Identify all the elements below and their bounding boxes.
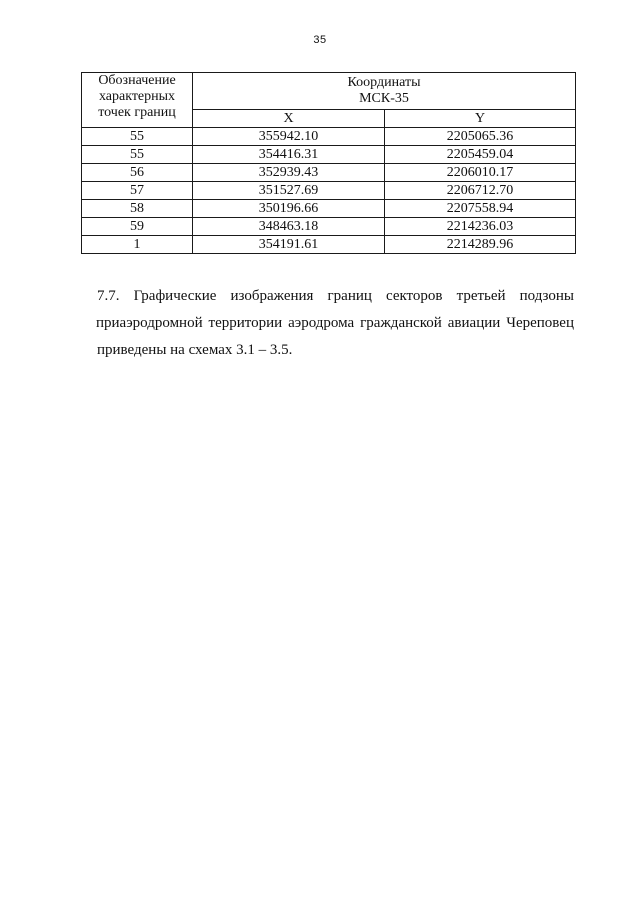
header-axis-x: X — [193, 110, 385, 128]
cell-x: 352939.43 — [193, 164, 385, 182]
cell-point: 55 — [82, 128, 193, 146]
paragraph-line-1: 7.7. Графические изображения границ секторов третьей подзоны — [97, 288, 574, 304]
coordinates-table — [81, 72, 576, 254]
body-paragraph — [97, 283, 574, 364]
cell-point: 58 — [82, 200, 193, 218]
cell-x: 355942.10 — [193, 128, 385, 146]
cell-y: 2205065.36 — [385, 128, 576, 146]
page-number: 35 — [313, 34, 327, 46]
cell-point: 59 — [82, 218, 193, 236]
header-label-line-2: характерных — [98, 89, 176, 104]
header-label-line-3: точек границ — [98, 105, 176, 120]
table-row — [82, 146, 576, 164]
cell-point: 56 — [82, 164, 193, 182]
cell-y: 2207558.94 — [385, 200, 576, 218]
cell-x: 354191.61 — [193, 236, 385, 254]
header-coords-line-1: Координаты — [347, 75, 421, 90]
header-coords-line-2: МСК-35 — [359, 91, 409, 106]
cell-x: 348463.18 — [193, 218, 385, 236]
table-row — [82, 128, 576, 146]
table-row — [82, 218, 576, 236]
table-row — [82, 164, 576, 182]
cell-y: 2214236.03 — [385, 218, 576, 236]
cell-x: 351527.69 — [193, 182, 385, 200]
header-label-line-1: Обозначение — [98, 73, 176, 88]
header-axis-y: Y — [385, 110, 576, 128]
cell-y: 2206010.17 — [385, 164, 576, 182]
cell-point: 57 — [82, 182, 193, 200]
paragraph-line-2: приаэродромной территории аэродрома гражданской авиации Череповец — [96, 315, 574, 331]
cell-y: 2214289.96 — [385, 236, 576, 254]
cell-point: 55 — [82, 146, 193, 164]
header-coordinates — [193, 73, 576, 110]
header-point-designation — [82, 73, 193, 128]
cell-y: 2205459.04 — [385, 146, 576, 164]
table-row — [82, 200, 576, 218]
cell-y: 2206712.70 — [385, 182, 576, 200]
table-row — [82, 182, 576, 200]
paragraph-line-3: приведены на схемах 3.1 – 3.5. — [97, 342, 293, 358]
table-row — [82, 236, 576, 254]
cell-x: 350196.66 — [193, 200, 385, 218]
cell-point: 1 — [82, 236, 193, 254]
cell-x: 354416.31 — [193, 146, 385, 164]
